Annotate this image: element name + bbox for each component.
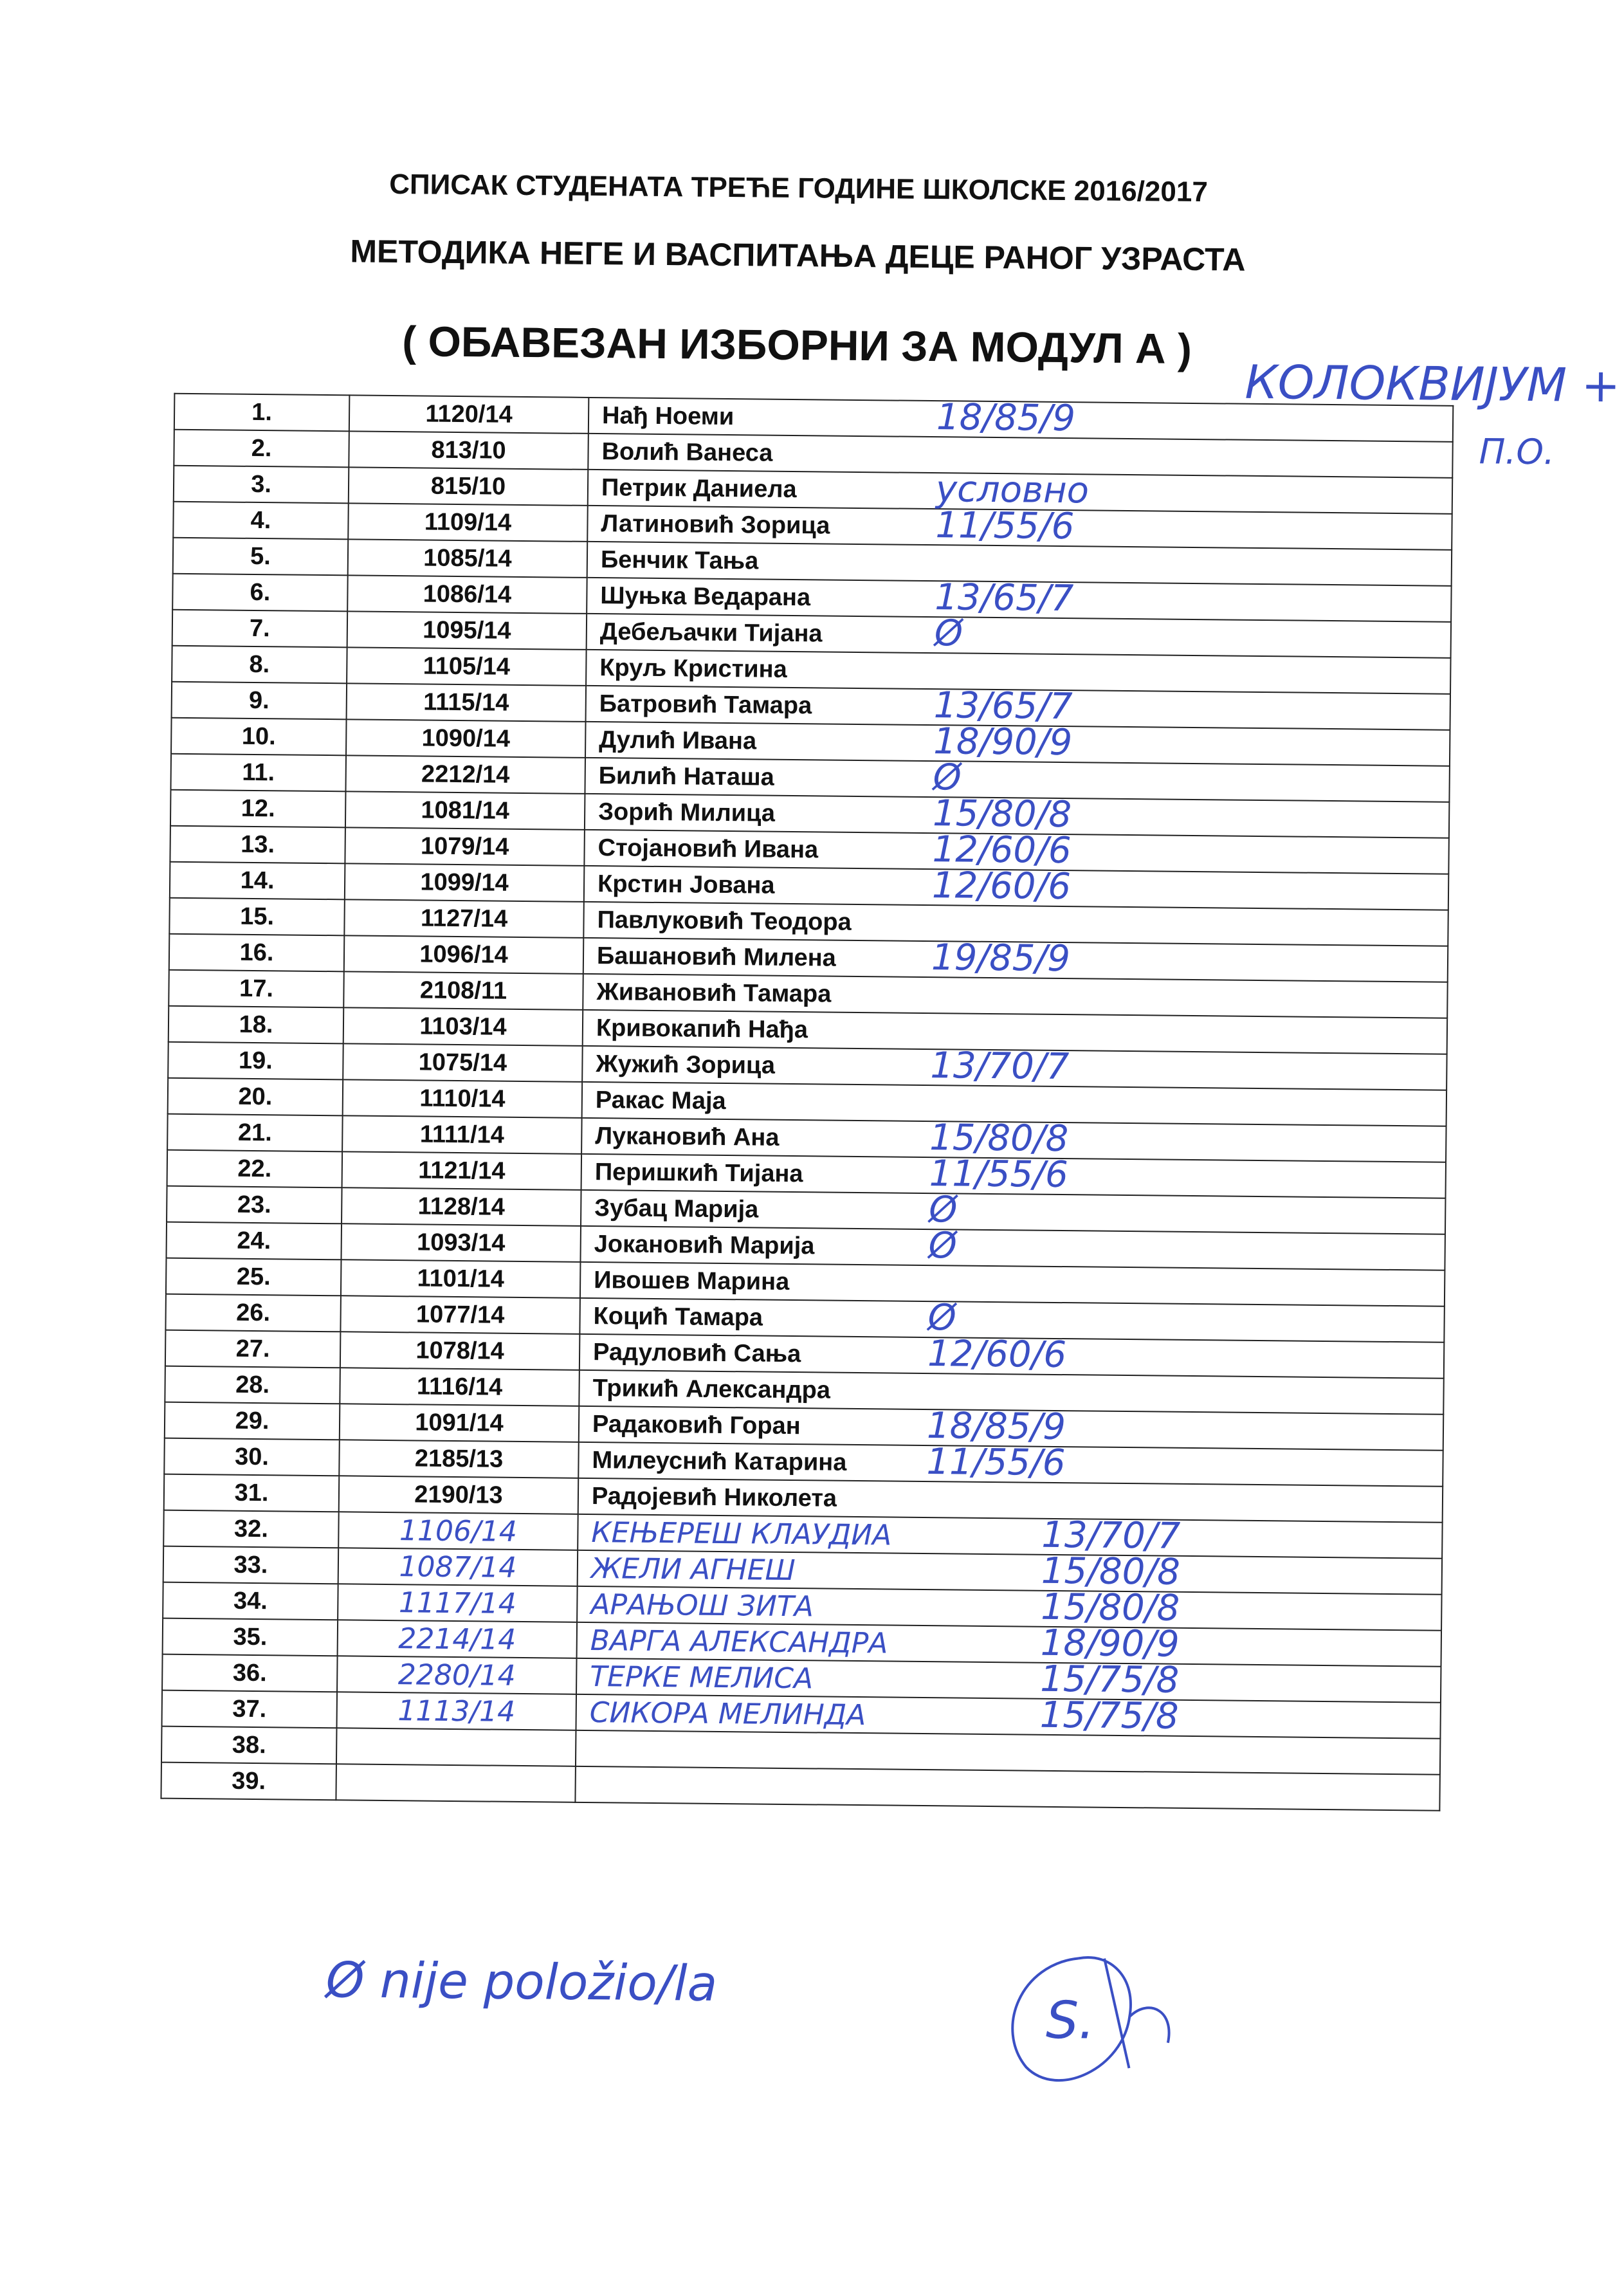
student-index-number: 1117/14 <box>338 1584 578 1622</box>
handwritten-grade: Ø <box>933 756 962 799</box>
student-name: Зубац Марија <box>594 1194 759 1223</box>
student-name: Радуловић Сања <box>592 1338 801 1368</box>
signature-mark <box>981 1938 1317 2096</box>
student-name: ТЕРКЕ МЕЛИСА <box>590 1660 814 1695</box>
student-index-number: 1111/14 <box>342 1115 582 1154</box>
student-index-number: 2185/13 <box>339 1440 579 1478</box>
student-index-number: 1121/14 <box>342 1151 582 1190</box>
handwritten-grade: 18/85/9 <box>926 1405 1066 1449</box>
handwritten-grade: 12/60/6 <box>927 1333 1067 1377</box>
row-number: 8. <box>172 646 347 684</box>
student-name: Дебељачки Тијана <box>599 618 823 647</box>
student-name: АРАЊОШ ЗИТА <box>590 1588 814 1623</box>
student-name: КЕЊЕРЕШ КЛАУДИА <box>591 1516 892 1552</box>
student-index-number: 2108/11 <box>343 971 583 1010</box>
row-number: 38. <box>161 1727 337 1764</box>
student-index-number: 1093/14 <box>341 1223 581 1262</box>
handwritten-grade: 18/90/9 <box>933 720 1073 764</box>
row-number: 24. <box>167 1222 342 1260</box>
student-name: Латиновић Зорица <box>601 509 830 540</box>
row-number: 6. <box>172 574 348 612</box>
row-number: 3. <box>174 466 349 504</box>
student-name: ВАРГА АЛЕКСАНДРА <box>590 1624 888 1660</box>
handwritten-grade: Ø <box>928 1189 958 1231</box>
student-name: Живановић Тамара <box>596 978 832 1008</box>
student-name: Бенчик Тања <box>600 545 759 574</box>
row-number: 34. <box>163 1582 338 1620</box>
student-name: Коцић Тамара <box>593 1302 763 1332</box>
student-index-number: 1087/14 <box>338 1548 578 1586</box>
handwritten-grade: 15/80/8 <box>932 792 1072 836</box>
student-index-number: 813/10 <box>349 431 588 470</box>
student-name: Ивошев Марина <box>594 1266 790 1296</box>
student-index-number: 1081/14 <box>345 791 585 830</box>
student-name: Радаковић Горан <box>592 1410 801 1440</box>
handwritten-grade: 11/55/6 <box>926 1441 1066 1485</box>
student-index-number: 1085/14 <box>348 539 588 578</box>
student-index-number: 1115/14 <box>347 683 587 722</box>
handwritten-grade: 13/65/7 <box>933 684 1073 728</box>
student-index-number: 1109/14 <box>348 503 588 542</box>
student-name: Перишкић Тијана <box>594 1158 803 1187</box>
row-number: 16. <box>169 934 345 972</box>
student-index-number: 1099/14 <box>345 863 585 902</box>
student-index-number: 1095/14 <box>347 611 587 650</box>
student-index-number: 1127/14 <box>344 899 584 938</box>
student-name: ЖЕЛИ АГНЕШ <box>590 1552 796 1587</box>
student-name: Волић Ванеса <box>601 437 773 467</box>
handwritten-legend-note: Ø nije položio/la <box>325 1951 718 2012</box>
student-index-number: 2190/13 <box>339 1476 579 1514</box>
handwritten-grade: 15/80/8 <box>1041 1586 1180 1629</box>
student-index-number: 1106/14 <box>338 1512 578 1550</box>
handwritten-grade: 15/80/8 <box>1041 1550 1181 1593</box>
student-name: Крстин Јована <box>597 870 775 899</box>
student-index-number: 815/10 <box>349 467 588 506</box>
row-number: 27. <box>165 1330 341 1368</box>
student-name: Зорић Милица <box>598 798 776 827</box>
handwritten-grade: 15/80/8 <box>929 1117 1069 1160</box>
handwritten-grade: 12/60/6 <box>932 829 1072 872</box>
student-name: Батровић Тамара <box>599 690 812 719</box>
student-index-number: 1101/14 <box>341 1260 581 1298</box>
student-name: Башановић Милена <box>596 942 837 972</box>
row-number: 36. <box>162 1654 338 1692</box>
row-number: 33. <box>163 1546 339 1584</box>
student-name-cell <box>575 1766 1439 1811</box>
student-index-number: 1113/14 <box>337 1692 577 1730</box>
row-number: 22. <box>167 1150 343 1188</box>
row-number: 21. <box>167 1114 343 1152</box>
student-name: Петрик Даниела <box>601 473 797 503</box>
handwritten-grade: Ø <box>928 1225 958 1267</box>
handwritten-grade: Ø <box>934 612 963 655</box>
student-name: Жужић Зорица <box>596 1050 776 1079</box>
row-number: 28. <box>165 1366 340 1404</box>
row-number: 1. <box>174 394 350 432</box>
row-number: 12. <box>170 790 346 828</box>
student-name: Кривокапић Нађа <box>596 1014 808 1043</box>
row-number: 23. <box>167 1186 342 1224</box>
student-index-number: 1090/14 <box>346 719 586 758</box>
handwritten-grade: 13/70/7 <box>930 1045 1070 1088</box>
row-number: 17. <box>169 970 344 1008</box>
row-number: 29. <box>165 1402 340 1440</box>
row-number: 14. <box>170 862 345 900</box>
handwritten-grade: 15/75/8 <box>1039 1658 1180 1701</box>
handwritten-grade: 11/55/6 <box>935 504 1075 548</box>
handwritten-grade: условно <box>935 468 1090 512</box>
row-number: 5. <box>173 538 349 576</box>
student-name: Нађ Ноеми <box>601 401 734 430</box>
student-name: Јокановић Марија <box>594 1230 815 1260</box>
row-number: 37. <box>162 1690 338 1728</box>
handwritten-colloquium-note: КОЛОКВИЈУМ + <box>1245 354 1621 413</box>
student-name: Милеуснић Катарина <box>592 1446 847 1476</box>
row-number: 19. <box>168 1042 343 1080</box>
student-index-number: 1075/14 <box>343 1043 583 1082</box>
row-number: 2. <box>174 430 349 468</box>
student-index-number: 1116/14 <box>340 1368 579 1406</box>
student-name: Билић Наташа <box>598 762 774 791</box>
student-index-number: 1110/14 <box>343 1079 583 1118</box>
student-name: Шуњка Ведарана <box>600 582 811 611</box>
student-name: Радојевић Николета <box>591 1482 837 1512</box>
handwritten-grade: 11/55/6 <box>929 1153 1069 1196</box>
row-number: 35. <box>163 1618 338 1656</box>
student-index-number: 1078/14 <box>340 1332 580 1370</box>
student-index-number <box>336 1728 576 1766</box>
handwritten-grade: 13/65/7 <box>935 576 1074 620</box>
row-number: 7. <box>172 610 348 648</box>
student-name: Круљ Кристина <box>599 654 787 683</box>
row-number: 20. <box>168 1078 343 1116</box>
row-number: 39. <box>161 1763 336 1800</box>
student-index-number: 1091/14 <box>340 1404 579 1442</box>
student-name: Лукановић Ана <box>595 1122 780 1151</box>
course-title: МЕТОДИКА НЕГЕ И ВАСПИТАЊА ДЕЦЕ РАНОГ УЗРАСТА <box>350 233 1246 278</box>
student-index-number: 1120/14 <box>349 395 589 434</box>
handwritten-grade: 15/75/8 <box>1039 1694 1179 1737</box>
student-index-number: 2214/14 <box>338 1620 578 1658</box>
row-number: 9. <box>172 682 347 720</box>
row-number: 11. <box>170 754 346 792</box>
handwritten-grade: Ø <box>927 1297 957 1339</box>
row-number: 10. <box>171 718 347 756</box>
student-name: Стојановић Ивана <box>598 834 819 863</box>
row-number: 26. <box>165 1294 341 1332</box>
student-roster-table <box>160 393 1454 1811</box>
row-number: 15. <box>169 898 345 936</box>
student-name: СИКОРА МЕЛИНДА <box>589 1696 866 1732</box>
student-index-number: 1128/14 <box>342 1187 581 1226</box>
handwritten-grade: 19/85/9 <box>931 937 1071 980</box>
student-name: Дулић Ивана <box>599 726 757 755</box>
row-number: 13. <box>170 826 345 864</box>
student-index-number <box>336 1764 576 1802</box>
row-number: 25. <box>166 1258 342 1296</box>
student-index-number: 1077/14 <box>340 1296 580 1334</box>
student-index-number: 1105/14 <box>347 647 587 686</box>
course-type: ( ОБАВЕЗАН ИЗБОРНИ ЗА МОДУЛ А ) <box>401 317 1192 372</box>
row-number: 18. <box>169 1006 344 1044</box>
handwritten-grade: 18/85/9 <box>936 396 1076 440</box>
student-name: Трикић Александра <box>592 1374 831 1404</box>
student-index-number: 2212/14 <box>345 755 585 794</box>
handwritten-po-note: П.О. <box>1479 431 1555 473</box>
student-index-number: 2280/14 <box>337 1656 577 1694</box>
handwritten-grade: 18/90/9 <box>1040 1622 1180 1665</box>
student-index-number: 1079/14 <box>345 827 585 866</box>
student-name: Павлуковић Теодора <box>597 906 852 936</box>
row-number: 31. <box>164 1474 340 1512</box>
student-index-number: 1103/14 <box>343 1007 583 1046</box>
student-index-number: 1086/14 <box>347 575 587 614</box>
handwritten-grade: 12/60/6 <box>931 865 1072 908</box>
student-name: Ракас Маја <box>595 1086 726 1115</box>
handwritten-grade: 13/70/7 <box>1041 1514 1181 1557</box>
row-number: 32. <box>163 1510 339 1548</box>
signature-initial: S. <box>1045 1990 1095 2051</box>
document-title: СПИСАК СТУДЕНАТА ТРЕЋЕ ГОДИНЕ ШКОЛСКЕ 2016/2017 <box>388 168 1209 208</box>
student-index-number: 1096/14 <box>344 935 584 974</box>
row-number: 4. <box>173 502 349 540</box>
row-number: 30. <box>164 1438 340 1476</box>
